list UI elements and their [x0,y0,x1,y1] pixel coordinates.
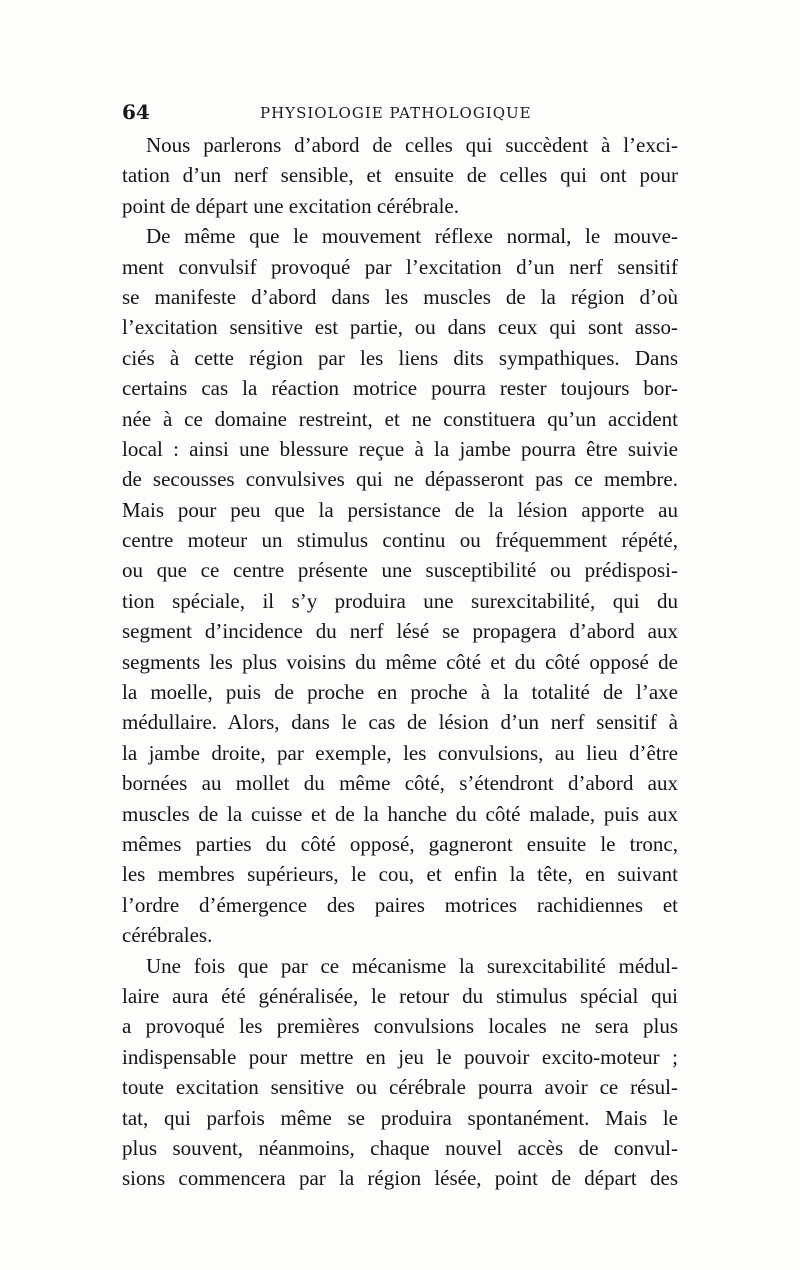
text-line: de secousses convulsives qui ne dépasseront pas ce membre. [122,467,678,492]
text-line: sions commencera par la région lésée, point de départ des [122,1166,678,1191]
text-line: bornées au mollet du même côté, s’étendront d’abord aux [122,771,678,796]
text-line: Nous parlerons d’abord de celles qui succèdent à l’exci- [146,133,678,157]
text-line: tation d’un nerf sensible, et ensuite de celles qui ont pour [122,163,678,188]
text-line: ou que ce centre présente une susceptibilité ou prédisposi- [122,558,678,583]
text-line: a provoqué les premières convulsions locales ne sera plus [122,1014,678,1039]
text-line: certains cas la réaction motrice pourra rester toujours bor- [122,376,678,401]
text-line: segment d’incidence du nerf lésé se propagera d’abord aux [122,619,678,644]
text-line: centre moteur un stimulus continu ou fréquemment répété, [122,528,678,553]
text-line: toute excitation sensitive ou cérébrale pourra avoir ce résul- [122,1075,678,1100]
text-line: les membres supérieurs, le cou, et enfin la tête, en suivant [122,862,678,887]
text-line: muscles de la cuisse et de la hanche du côté malade, puis aux [122,801,678,826]
text-line: point de départ une excitation cérébrale. [122,193,460,218]
text-line: indispensable pour mettre en jeu le pouvoir excito-moteur ; [122,1044,678,1069]
text-line: tat, qui parfois même se produira spontanément. Mais le [122,1105,678,1130]
text-line: mêmes parties du côté opposé, gagneront ensuite le tronc, [122,831,678,856]
text-line: ment convulsif provoqué par l’excitation d’un nerf sensitif [122,254,678,279]
body-text [122,130,678,1194]
text-line: se manifeste d’abord dans les muscles de la région d’où [122,284,678,309]
page-number: 64 [122,100,150,124]
text-line: De même que le mouvement réflexe normal, le mouve- [146,224,678,249]
text-line: ciés à cette région par les liens dits sympathiques. Dans [122,345,678,370]
text-line: l’excitation sensitive est partie, ou dans ceux qui sont asso- [122,315,678,340]
text-line: l’ordre d’émergence des paires motrices rachidiennes et [122,892,678,917]
text-line: tion spéciale, il s’y produira une surexcitabilité, qui du [122,588,678,613]
text-line: la moelle, puis de proche en proche à la totalité de l’axe [122,680,678,705]
text-line: segments les plus voisins du même côté et du côté opposé de [122,649,678,674]
text-line: plus souvent, néanmoins, chaque nouvel accès de convul- [122,1135,678,1160]
running-title: PHYSIOLOGIE PATHOLOGIQUE [260,104,532,122]
text-line: cérébrales. [122,923,213,948]
text-line: Mais pour peu que la persistance de la lésion apporte au [122,497,678,522]
text-line: local : ainsi une blessure reçue à la jambe pourra être suivie [122,436,678,461]
text-line: médullaire. Alors, dans le cas de lésion d’un nerf sensitif à [122,710,678,735]
text-line: née à ce domaine restreint, et ne constituera qu’un accident [122,406,678,431]
text-line: laire aura été généralisée, le retour du stimulus spécial qui [122,983,678,1008]
running-head [120,100,680,124]
text-line: Une fois que par ce mécanisme la surexcitabilité médul- [146,953,678,978]
text-line: la jambe droite, par exemple, les convulsions, au lieu d’être [122,740,678,765]
